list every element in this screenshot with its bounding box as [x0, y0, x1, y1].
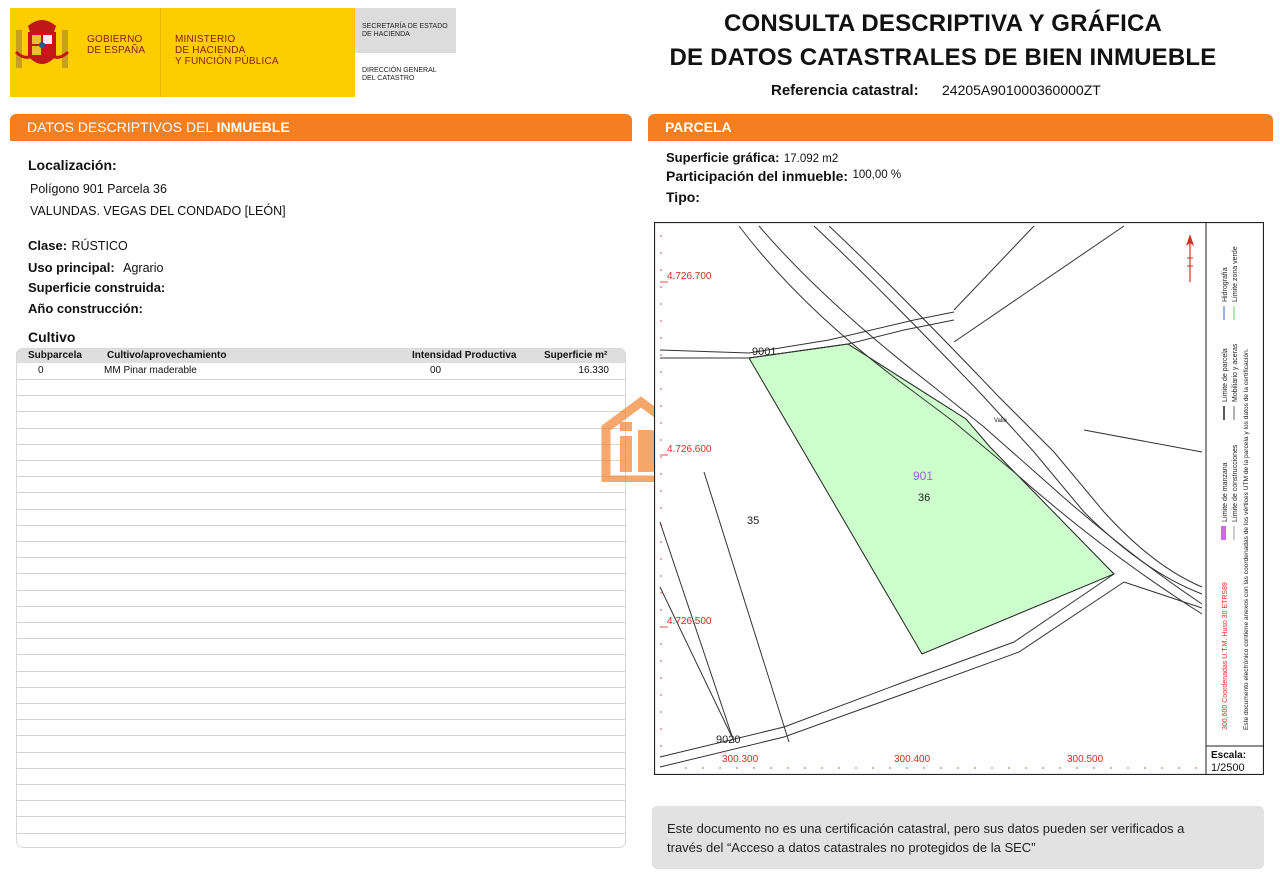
legend-column-3 — [1243, 348, 1250, 730]
legend-coords: 300,600 Coordenadas U.T.M. Huso 30 ETRS89 — [1222, 582, 1229, 730]
escala-value: 1/2500 — [1211, 762, 1245, 774]
disclaimer-line1: Este documento no es una certificación catastral, pero sus datos pueden ser verificados a — [667, 821, 1185, 836]
superficie-grafica-value: 17.092 m2 — [783, 153, 839, 165]
legend-note: Este documento electrónico contiene anexos con las coordenadas de los vértices UTM de la parcela y los datos de la certificación. — [1243, 348, 1250, 730]
tipo-label: Tipo: — [666, 189, 700, 205]
secretaria-text: SECRETARÍA DE ESTADO DE HACIENDA — [362, 23, 448, 38]
section-rule — [10, 138, 632, 141]
legend-parcela: Límite de parcela — [1222, 348, 1229, 402]
poligono-number: 901 — [913, 469, 934, 483]
participacion-row — [666, 168, 901, 186]
disclaimer-box — [652, 806, 1264, 869]
road-label-9001: 9001 — [752, 346, 777, 358]
parcela-number: 36 — [918, 492, 931, 504]
col-intensidad: Intensidad Productiva — [412, 350, 517, 361]
section-header-parcela: PARCELA — [648, 114, 1273, 140]
clase-label: Clase: — [28, 238, 68, 253]
ref-value: 24205A901000360000ZT — [942, 82, 1101, 98]
participacion-value: 100,00 % — [852, 169, 902, 181]
legend-manzana-swatch — [1221, 526, 1226, 540]
participacion-label: Participación del inmueble: — [666, 168, 849, 184]
anio-construccion-label: Año construcción: — [28, 301, 143, 316]
cell-subparcela: 0 — [38, 365, 44, 376]
escala-label: Escala: — [1211, 750, 1247, 761]
section-title-plain: DATOS DESCRIPTIVOS DEL — [27, 119, 217, 135]
x-tick-label: 300.300 — [722, 754, 759, 765]
localizacion-label: Localización: — [28, 157, 117, 173]
logo-divider — [160, 8, 161, 97]
col-subparcela: Subparcela — [28, 350, 82, 361]
ministerio-text: MINISTERIO DE HACIENDA Y FUNCIÓN PÚBLICA — [175, 34, 279, 67]
localizacion-line1: Polígono 901 Parcela 36 — [30, 182, 167, 196]
cultivo-title: Cultivo — [28, 329, 76, 345]
y-tick-label: 4.726.700 — [667, 271, 712, 282]
superficie-grafica-row — [666, 149, 838, 167]
col-superficie: Superficie m² — [544, 350, 608, 361]
page-title-line1: CONSULTA DESCRIPTIVA Y GRÁFICA — [723, 10, 1163, 37]
cell-intensidad: 00 — [430, 365, 442, 376]
localizacion-line2: VALUNDAS. VEGAS DEL CONDADO [LEÓN] — [30, 204, 286, 218]
legend-construcciones: Límite de construcciones — [1232, 444, 1239, 522]
section-header-datos — [10, 114, 632, 140]
y-tick-label: 4.726.600 — [667, 444, 712, 455]
uso-value: Agrario — [123, 261, 164, 275]
ref-label: Referencia catastral: — [771, 82, 919, 99]
direccion-text: DIRECCIÓN GENERAL DEL CATASTRO — [362, 67, 437, 82]
legend-zona-verde: Límite zona verde — [1232, 246, 1239, 302]
col-cultivo: Cultivo/aprovechamiento — [107, 350, 227, 361]
cell-superficie: 16.330 — [578, 365, 609, 376]
disclaimer-line2: través del “Acceso a datos catastrales no protegidos de la SEC” — [667, 840, 1036, 855]
cultivo-table — [16, 348, 626, 848]
uso-label: Uso principal: — [28, 260, 115, 275]
y-tick-label: 4.726.500 — [667, 616, 712, 627]
cadastral-map — [654, 222, 1264, 775]
legend-hidrografia: Hidrografía — [1222, 267, 1229, 302]
page-title-line2: DE DATOS CATASTRALES DE BIEN INMUEBLE — [669, 44, 1217, 71]
section-rule — [648, 138, 1273, 141]
superficie-construida-label: Superficie construida: — [28, 280, 166, 295]
uso-row — [28, 259, 163, 277]
superficie-grafica-label: Superficie gráfica: — [666, 150, 780, 165]
section-title-bold: INMUEBLE — [216, 119, 290, 135]
gobierno-text: GOBIERNO DE ESPAÑA — [87, 34, 146, 56]
cell-cultivo: MM Pinar maderable — [104, 365, 197, 376]
clase-row — [28, 237, 128, 255]
clase-value: RÚSTICO — [71, 239, 128, 253]
x-tick-label: 300.500 — [1067, 754, 1104, 765]
table-border — [16, 348, 626, 848]
legend-manzana: Límite de manzana — [1222, 462, 1229, 522]
coat-of-arms-icon — [14, 12, 70, 76]
legend-mobiliario: Mobiliario y aceras — [1232, 343, 1239, 402]
road-label-9020: 9020 — [716, 734, 741, 746]
valle-label: Valle — [994, 418, 1007, 424]
neighbor-parcela-number: 35 — [747, 515, 760, 527]
x-tick-label: 300.400 — [894, 754, 931, 765]
legend-column-2 — [1232, 246, 1239, 540]
